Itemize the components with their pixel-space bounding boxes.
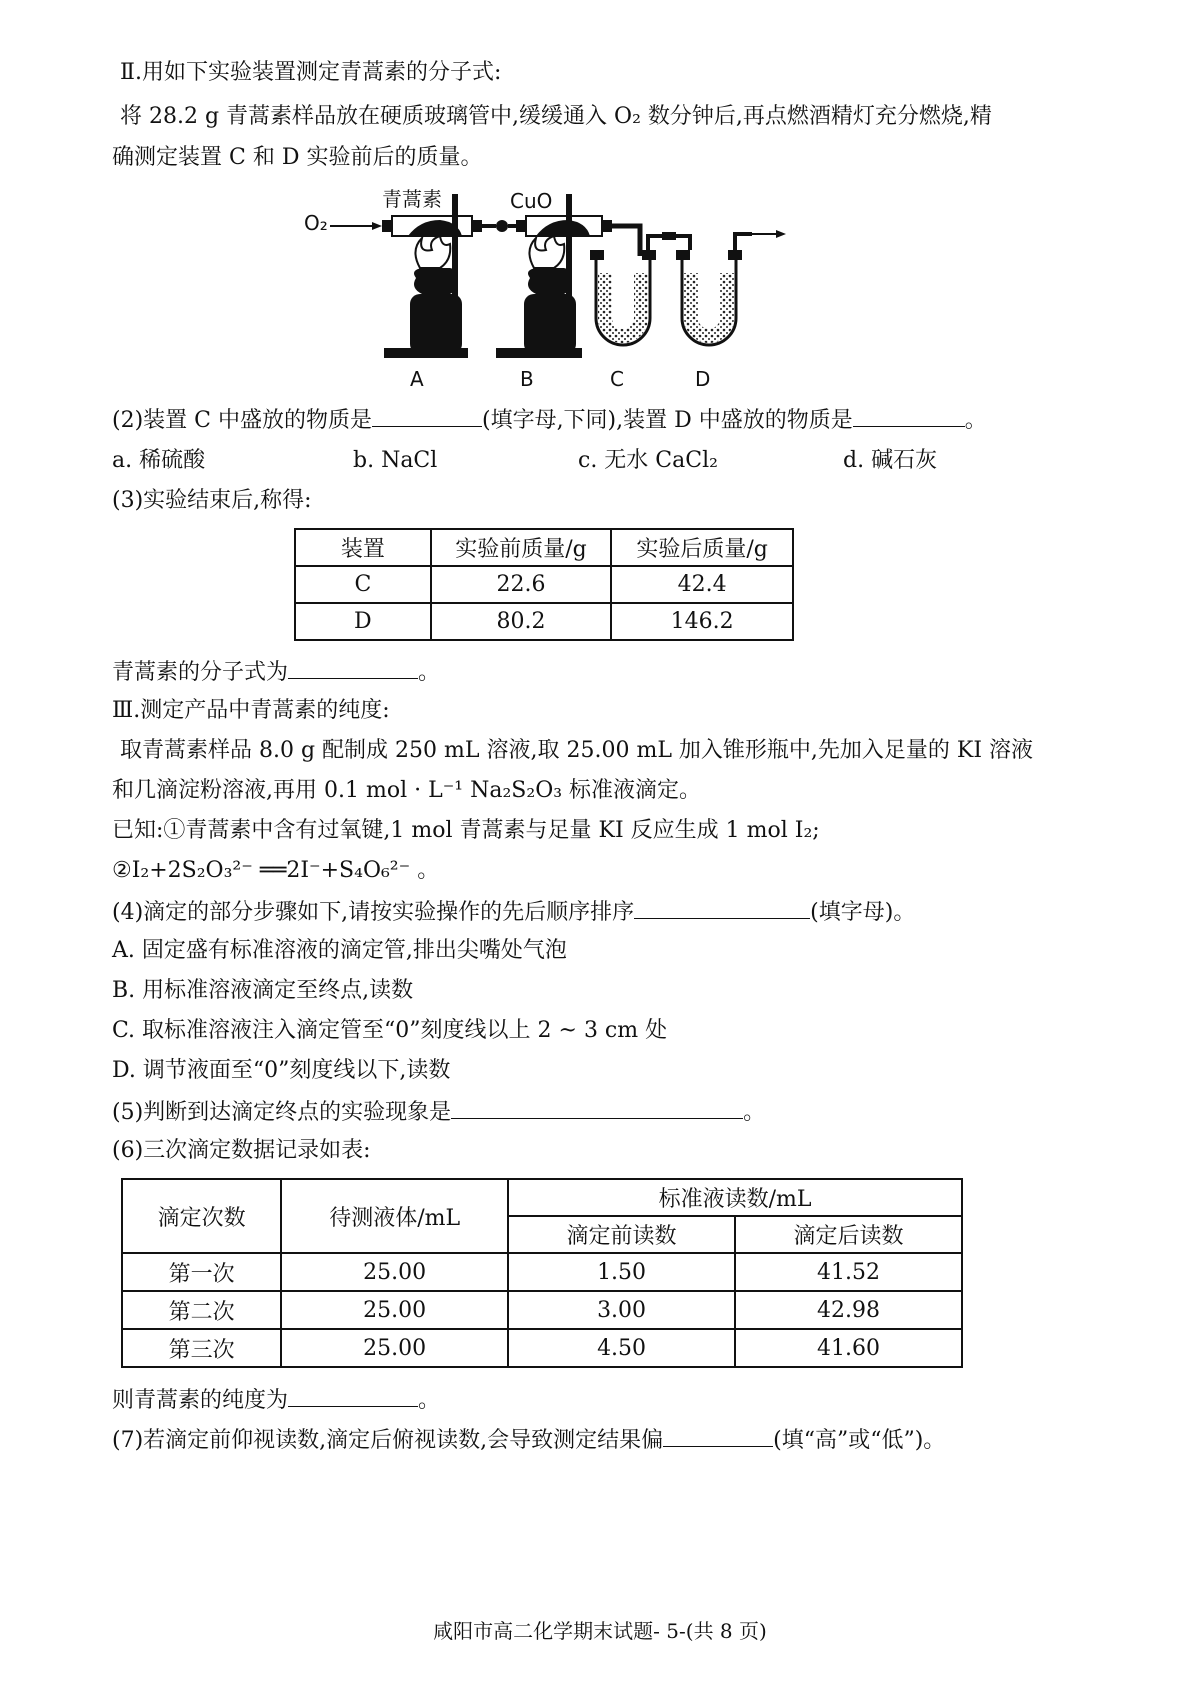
titration-cell: 第二次 bbox=[122, 1291, 281, 1329]
section-3-text-2: 和几滴淀粉溶液,再用 0.1 mol · L⁻¹ Na₂S₂O₃ 标准液滴定。 bbox=[112, 778, 702, 803]
mass-header-device: 装置 bbox=[295, 529, 431, 566]
titration-cell: 41.52 bbox=[735, 1253, 962, 1291]
titration-cell: 41.60 bbox=[735, 1329, 962, 1367]
q4-step-d: D. 调节液面至“0”刻度线以下,读数 bbox=[112, 1058, 451, 1083]
u-tube-c bbox=[590, 250, 656, 345]
mass-cell: C bbox=[295, 566, 431, 603]
titration-cell: 42.98 bbox=[735, 1291, 962, 1329]
q2-text-end: 。 bbox=[964, 408, 987, 433]
titration-cell: 4.50 bbox=[508, 1329, 735, 1367]
mass-row bbox=[295, 566, 793, 603]
section-3-text-1: 取青蒿素样品 8.0 g 配制成 250 mL 溶液,取 25.00 mL 加入锥形瓶中,先加入足量的 KI 溶液 bbox=[120, 738, 1034, 763]
u-tube-d bbox=[676, 250, 742, 345]
titration-header-before: 滴定前读数 bbox=[508, 1216, 735, 1253]
titration-header-standard: 标准液读数/mL bbox=[508, 1179, 962, 1216]
titration-cell: 25.00 bbox=[281, 1253, 508, 1291]
label-c: C bbox=[610, 367, 624, 391]
mass-cell: 80.2 bbox=[431, 603, 612, 640]
q6-text: (6)三次滴定数据记录如表: bbox=[112, 1138, 371, 1163]
titration-row bbox=[122, 1291, 962, 1329]
q4-text-end: (填字母)。 bbox=[810, 900, 916, 925]
combustion-tube-a bbox=[382, 194, 482, 358]
titration-cell: 3.00 bbox=[508, 1291, 735, 1329]
q5-blank[interactable] bbox=[451, 1096, 743, 1119]
titration-table bbox=[121, 1178, 963, 1368]
q5-line bbox=[112, 1096, 765, 1128]
q7-text-end: (填“高”或“低”)。 bbox=[773, 1428, 946, 1453]
q6-answer-blank[interactable] bbox=[288, 1384, 418, 1407]
q2-option-d: d. 碱石灰 bbox=[843, 448, 938, 473]
mass-table bbox=[294, 528, 794, 641]
titration-header-volume: 待测液体/mL bbox=[281, 1179, 508, 1253]
label-b: B bbox=[520, 367, 534, 391]
q2-text-1: (2)装置 C 中盛放的物质是 bbox=[112, 408, 372, 433]
section-3-heading: Ⅲ.测定产品中青蒿素的纯度: bbox=[112, 698, 390, 723]
mass-row bbox=[295, 603, 793, 640]
q2-option-b: b. NaCl bbox=[353, 448, 438, 473]
q4-step-a: A. 固定盛有标准溶液的滴定管,排出尖嘴处气泡 bbox=[112, 938, 567, 963]
label-a: A bbox=[410, 367, 424, 391]
sample-label: 青蒿素 bbox=[382, 187, 442, 211]
q2-option-c: c. 无水 CaCl₂ bbox=[578, 448, 718, 473]
q6-answer-suffix: 。 bbox=[418, 1388, 441, 1413]
q4-text: (4)滴定的部分步骤如下,请按实验操作的先后顺序排序 bbox=[112, 900, 635, 925]
apparatus-diagram bbox=[290, 178, 810, 393]
known-1: 已知:①青蒿素中含有过氧键,1 mol 青蒿素与足量 KI 反应生成 1 mol I₂; bbox=[112, 818, 820, 843]
q4-step-b: B. 用标准溶液滴定至终点,读数 bbox=[112, 978, 414, 1003]
q2-option-a: a. 稀硫酸 bbox=[112, 448, 206, 473]
titration-cell: 25.00 bbox=[281, 1291, 508, 1329]
q7-line bbox=[112, 1424, 945, 1456]
q2-blank-c[interactable] bbox=[372, 404, 482, 427]
q3-answer-blank[interactable] bbox=[288, 656, 418, 679]
section-2-intro-line-2: 确测定装置 C 和 D 实验前后的质量。 bbox=[112, 145, 483, 170]
mass-cell: D bbox=[295, 603, 431, 640]
q7-blank[interactable] bbox=[663, 1424, 773, 1447]
q3-text: (3)实验结束后,称得: bbox=[112, 488, 312, 513]
q4-step-c: C. 取标准溶液注入滴定管至“0”刻度线以上 2 ~ 3 cm 处 bbox=[112, 1018, 668, 1043]
q4-line bbox=[112, 896, 915, 928]
cuo-label: CuO bbox=[510, 189, 553, 213]
page-footer: 咸阳市高二化学期末试题- 5-(共 8 页) bbox=[433, 1619, 767, 1643]
titration-row bbox=[122, 1329, 962, 1367]
mass-cell: 42.4 bbox=[611, 566, 793, 603]
q4-blank[interactable] bbox=[634, 896, 810, 919]
q5-text-end: 。 bbox=[743, 1100, 766, 1125]
q6-answer-line bbox=[112, 1384, 440, 1416]
q2-line bbox=[112, 404, 987, 436]
mass-cell: 22.6 bbox=[431, 566, 612, 603]
titration-cell: 第一次 bbox=[122, 1253, 281, 1291]
titration-header-after: 滴定后读数 bbox=[735, 1216, 962, 1253]
label-d: D bbox=[695, 367, 711, 391]
mass-cell: 146.2 bbox=[611, 603, 793, 640]
titration-cell: 25.00 bbox=[281, 1329, 508, 1367]
q2-text-2: (填字母,下同),装置 D 中盛放的物质是 bbox=[481, 408, 853, 433]
q3-answer-line bbox=[112, 656, 440, 688]
mass-header-before: 实验前质量/g bbox=[431, 529, 612, 566]
o2-label: O₂ bbox=[304, 211, 328, 235]
titration-header-trials: 滴定次数 bbox=[122, 1179, 281, 1253]
section-2-intro-line-1: 将 28.2 g 青蒿素样品放在硬质玻璃管中,缓缓通入 O₂ 数分钟后,再点燃酒精灯充分燃烧,精 bbox=[120, 104, 992, 129]
mass-header-after: 实验后质量/g bbox=[611, 529, 793, 566]
q6-answer-prefix: 则青蒿素的纯度为 bbox=[112, 1388, 289, 1413]
known-2: ②I₂+2S₂O₃²⁻ ══2I⁻+S₄O₆²⁻ 。 bbox=[112, 858, 440, 883]
titration-row bbox=[122, 1253, 962, 1291]
section-2-heading: Ⅱ.用如下实验装置测定青蒿素的分子式: bbox=[120, 60, 502, 85]
titration-cell: 1.50 bbox=[508, 1253, 735, 1291]
q2-blank-d[interactable] bbox=[853, 404, 965, 427]
q3-answer-prefix: 青蒿素的分子式为 bbox=[112, 660, 289, 685]
q7-text: (7)若滴定前仰视读数,滴定后俯视读数,会导致测定结果偏 bbox=[112, 1428, 664, 1453]
q3-answer-suffix: 。 bbox=[418, 660, 441, 685]
titration-cell: 第三次 bbox=[122, 1329, 281, 1367]
q5-text: (5)判断到达滴定终点的实验现象是 bbox=[112, 1100, 452, 1125]
